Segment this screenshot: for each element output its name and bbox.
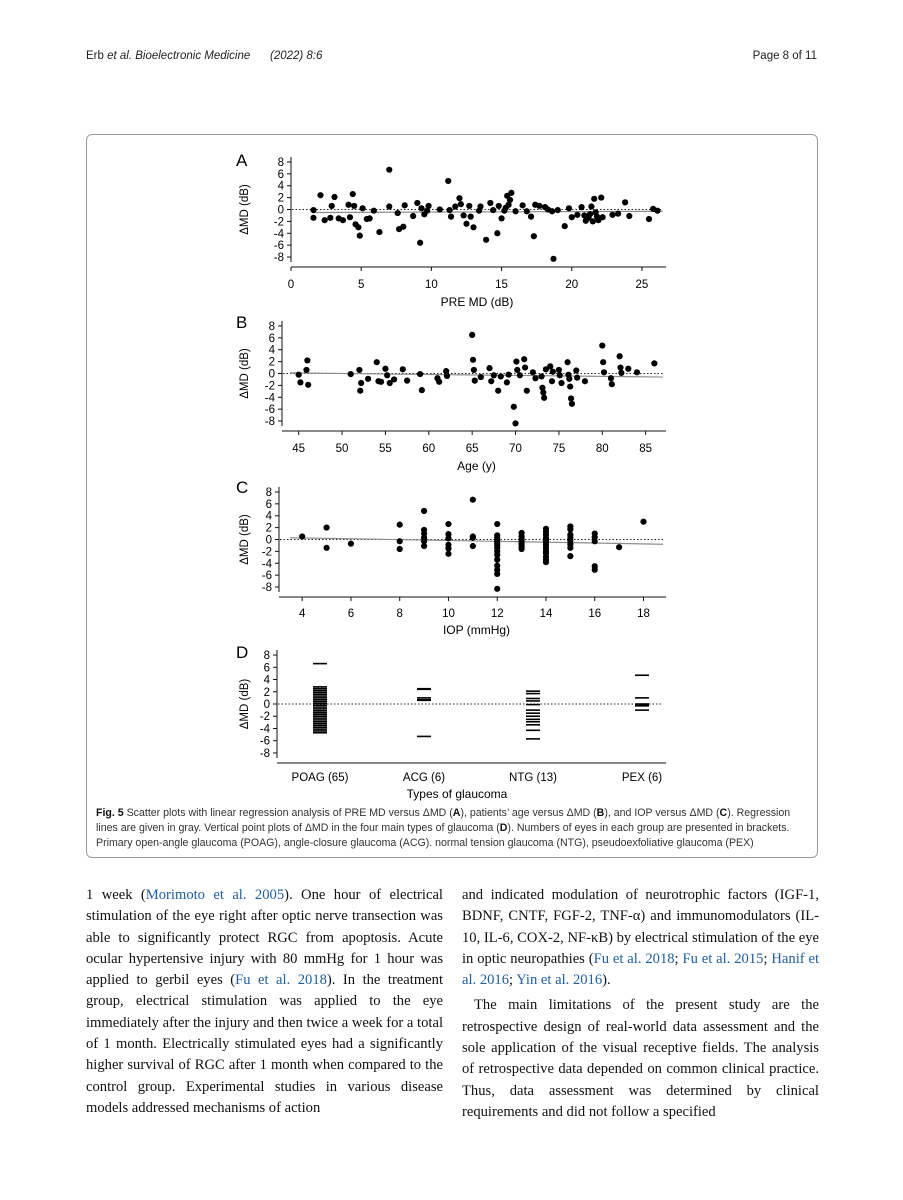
x-tick-label: 45: [292, 443, 306, 455]
data-point: [617, 353, 623, 359]
data-point: [491, 372, 497, 378]
data-point: [421, 508, 427, 514]
data-point: [494, 521, 500, 527]
data-point: [397, 546, 403, 552]
data-point: [530, 369, 536, 375]
data-point: [417, 240, 423, 246]
y-tick-label: 0: [265, 534, 272, 547]
data-point: [437, 206, 443, 212]
data-point: [524, 388, 530, 394]
x-axis-label: Age (y): [457, 459, 496, 473]
data-point: [376, 229, 382, 235]
data-point: [646, 216, 652, 222]
data-point: [536, 203, 542, 209]
data-point: [549, 208, 555, 214]
data-point: [549, 378, 555, 384]
data-point: [468, 214, 474, 220]
data-point: [317, 192, 323, 198]
x-tick-label: 60: [422, 443, 436, 455]
data-point: [574, 212, 580, 218]
data-point: [574, 375, 580, 381]
body-text-right-column: and indicated modulation of neurotrophic factors (IGF-1, BDNF, CNTF, FGF-2, TNF-α) and immunomodulators (IL-10, IL-6, COX-2, NF-κB) by electrical stimulation of the eye in optic neuropathies (Fu et al. 2018; Fu et al. 2015; Hanif et al. 2016; Yin et al. 2016). The main limitations of the present study are the retrospective design of real-world data assessment and the sole application of the visual receptive fields. The analysis of retrospective data depended on common clinical practice. Thus, data assessment was determined by clinical requirements and did not follow a specified: [462, 885, 819, 1123]
x-tick-label: 12: [490, 608, 504, 620]
data-point: [310, 207, 316, 213]
y-tick-label: -4: [261, 558, 272, 571]
y-tick-label: -8: [259, 747, 270, 760]
paragraph: The main limitations of the present study are the retrospective design of real-world data assessment and the sole application of the visual receptive fields. The analysis of retrospective data depended on common clinical practice. Thus, data assessment was determined by clinical requirements and did not follow a specified: [462, 997, 819, 1120]
y-tick-label: 2: [277, 192, 284, 205]
y-tick-label: 2: [265, 522, 272, 535]
data-point: [567, 545, 573, 551]
data-point: [591, 196, 597, 202]
data-point: [345, 202, 351, 208]
data-point: [496, 203, 502, 209]
data-point: [513, 208, 519, 214]
data-point: [573, 367, 579, 373]
x-tick-label: 14: [539, 608, 553, 620]
data-point: [397, 538, 403, 544]
data-point: [486, 365, 492, 371]
x-tick-label: 18: [637, 608, 650, 620]
x-tick-label: 50: [335, 443, 349, 455]
data-point: [472, 378, 478, 384]
data-point: [323, 545, 329, 551]
data-point: [299, 533, 305, 539]
data-point: [470, 224, 476, 230]
data-point: [469, 332, 475, 338]
data-point: [520, 202, 526, 208]
data-point: [622, 199, 628, 205]
data-point: [304, 357, 310, 363]
data-point: [347, 214, 353, 220]
data-point: [538, 373, 544, 379]
data-point: [618, 370, 624, 376]
data-point: [626, 213, 632, 219]
data-point: [445, 545, 451, 551]
data-point: [543, 559, 549, 565]
data-point: [444, 373, 450, 379]
y-tick-label: -2: [264, 380, 275, 393]
panel-letter: C: [236, 478, 249, 497]
data-point: [359, 205, 365, 211]
data-point: [356, 367, 362, 373]
data-point: [297, 379, 303, 385]
panel-letter: A: [236, 151, 248, 170]
y-axis-label: ΔMD (dB): [239, 184, 251, 235]
data-point: [566, 376, 572, 382]
data-point: [524, 208, 530, 214]
x-tick-label: 8: [396, 608, 403, 620]
y-tick-label: 6: [277, 168, 284, 181]
data-point: [592, 538, 598, 544]
x-axis-label: Types of glaucoma: [406, 787, 508, 801]
data-point: [470, 535, 476, 541]
data-point: [478, 374, 484, 380]
y-tick-label: 8: [277, 156, 284, 169]
x-tick-label: 4: [298, 608, 306, 620]
panel-letter: D: [236, 643, 249, 662]
data-point: [601, 369, 607, 375]
y-tick-label: 4: [277, 180, 284, 193]
citation-link[interactable]: Fu et al. 2018: [593, 950, 675, 967]
data-point: [588, 203, 594, 209]
data-point: [494, 230, 500, 236]
data-point: [494, 586, 500, 592]
y-tick-label: -2: [273, 216, 284, 229]
page-number: Page 8 of 11: [752, 50, 817, 62]
data-point: [340, 217, 346, 223]
y-tick-label: 4: [265, 510, 272, 523]
x-tick-label: 0: [287, 279, 295, 291]
data-point: [371, 208, 377, 214]
data-point: [418, 205, 424, 211]
y-tick-label: -6: [259, 735, 270, 748]
y-tick-label: 8: [265, 486, 272, 499]
x-tick-label: 16: [588, 608, 602, 620]
data-point: [600, 214, 606, 220]
y-tick-label: 8: [268, 320, 275, 333]
data-point: [508, 190, 514, 196]
data-point: [329, 203, 335, 209]
data-point: [463, 221, 469, 227]
category-label: POAG (65): [291, 772, 349, 784]
y-axis-label: ΔMD (dB): [239, 514, 251, 565]
x-tick-label: 80: [595, 443, 609, 455]
data-point: [569, 214, 575, 220]
y-tick-label: 4: [268, 344, 275, 357]
data-point: [323, 525, 329, 531]
data-point: [567, 553, 573, 559]
data-point: [327, 215, 333, 221]
data-point: [382, 366, 388, 372]
category-label: ACG (6): [402, 772, 446, 784]
x-tick-label: 10: [424, 279, 438, 291]
data-point: [598, 195, 604, 201]
data-point: [592, 567, 598, 573]
x-tick-label: 75: [552, 443, 566, 455]
data-point: [445, 551, 451, 557]
data-point: [568, 395, 574, 401]
data-point: [404, 378, 410, 384]
citation-link[interactable]: Hanif et al. 2016: [462, 950, 820, 989]
data-point: [386, 203, 392, 209]
x-tick-label: 65: [465, 443, 479, 455]
data-point: [391, 376, 397, 382]
figure-caption: Fig. 5 Scatter plots with linear regression analysis of PRE MD versus ΔMD (A), patients’ age versus ΔMD (B), and IOP versus ΔMD (C). Regression lines are given in gray. Vertical point plots of ΔMD in the four main types of glaucoma (D). Numbers of eyes in each group are presented in brackets. Primary open-angle glaucoma (POAG), angle-closure glaucoma (ACG). normal tension glaucoma (NTG), pseudoexfoliative glaucoma (PEX): [96, 807, 791, 849]
data-point: [587, 211, 593, 217]
data-point: [488, 378, 494, 384]
data-point: [498, 373, 504, 379]
y-tick-label: 2: [268, 356, 275, 369]
data-point: [569, 401, 575, 407]
data-point: [471, 367, 477, 373]
data-point: [348, 371, 354, 377]
data-point: [494, 571, 500, 577]
data-point: [617, 364, 623, 370]
y-tick-label: 6: [265, 498, 272, 511]
data-point: [402, 202, 408, 208]
data-point: [599, 342, 605, 348]
data-point: [504, 379, 510, 385]
data-point: [556, 367, 562, 373]
data-point: [513, 359, 519, 365]
journal-volume: (2022) 8:6: [270, 50, 323, 62]
data-point: [470, 543, 476, 549]
data-point: [507, 197, 513, 203]
x-tick-label: 15: [495, 279, 508, 291]
data-point: [419, 387, 425, 393]
y-axis-label: ΔMD (dB): [239, 348, 251, 399]
category-label: PEX (6): [621, 772, 663, 784]
data-point: [562, 223, 568, 229]
data-point: [310, 215, 316, 221]
y-tick-label: -6: [264, 404, 275, 417]
data-point: [417, 371, 423, 377]
data-point: [521, 356, 527, 362]
y-tick-label: -8: [264, 416, 275, 429]
data-point: [555, 207, 561, 213]
y-tick-label: 0: [263, 699, 270, 711]
data-point: [374, 359, 380, 365]
category-label: NTG (13): [509, 772, 557, 784]
regression-line: [312, 211, 663, 212]
y-tick-label: 6: [263, 662, 270, 675]
data-point: [616, 544, 622, 550]
data-point: [458, 201, 464, 207]
data-point: [395, 210, 401, 216]
data-point: [425, 203, 431, 209]
data-point: [651, 360, 657, 366]
data-point: [528, 214, 534, 220]
data-point: [456, 195, 462, 201]
x-tick-label: 85: [639, 443, 653, 455]
panel-letter: B: [236, 313, 248, 332]
data-point: [378, 379, 384, 385]
y-tick-label: 8: [263, 650, 270, 663]
y-tick-label: -2: [259, 711, 270, 724]
data-point: [358, 380, 364, 386]
data-point: [445, 178, 451, 184]
y-tick-label: 2: [263, 686, 270, 699]
data-point: [566, 205, 572, 211]
citation-link[interactable]: Fu et al. 2018: [235, 972, 327, 989]
data-point: [348, 541, 354, 547]
y-tick-label: -4: [273, 228, 284, 241]
data-point: [654, 208, 660, 214]
data-point: [461, 212, 467, 218]
y-tick-label: 4: [263, 674, 270, 687]
data-point: [436, 379, 442, 385]
data-point: [357, 233, 363, 239]
data-point: [519, 546, 525, 552]
data-point: [564, 359, 570, 365]
data-point: [445, 535, 451, 541]
data-point: [414, 200, 420, 206]
data-point: [567, 383, 573, 389]
data-point: [447, 207, 453, 213]
y-tick-label: -6: [261, 570, 272, 583]
data-point: [365, 376, 371, 382]
data-point: [322, 217, 328, 223]
data-point: [547, 363, 553, 369]
data-point: [640, 519, 646, 525]
x-axis-label: PRE MD (dB): [440, 295, 514, 309]
running-header: Erb et al. Bioelectronic Medicine: [86, 50, 251, 62]
data-point: [305, 382, 311, 388]
data-point: [351, 203, 357, 209]
x-tick-label: 25: [635, 279, 649, 291]
citation-link[interactable]: Yin et al. 2016: [516, 972, 603, 989]
data-point: [582, 378, 588, 384]
data-point: [303, 367, 309, 373]
data-point: [608, 375, 614, 381]
data-point: [397, 522, 403, 528]
data-point: [532, 375, 538, 381]
data-point: [483, 237, 489, 243]
body-text-left-column: 1 week (Morimoto et al. 2005). One hour of electrical stimulation of the eye right after optic nerve transection was able to significantly protect RGC from apoptosis. Acute ocular hypertensive injury with 80 mmHg for 1 hour was applied to gerbil eyes (Fu et al. 2018). In the treatment group, electrical stimulation was applied to the eye immediately after the injury and then twice a week for a total of 1 month. Electrically stimulated eyes had a significantly higher survival of RGC after 1 month when compared to the control group. Experimental studies in various disease models addressed mechanisms of action: [86, 887, 444, 1116]
x-tick-label: 6: [347, 608, 355, 620]
data-point: [350, 191, 356, 197]
data-point: [609, 381, 615, 387]
data-point: [578, 204, 584, 210]
data-point: [531, 233, 537, 239]
x-tick-label: 5: [357, 279, 365, 291]
data-point: [367, 215, 373, 221]
data-point: [609, 212, 615, 218]
data-point: [470, 357, 476, 363]
y-tick-label: -4: [259, 723, 270, 736]
data-point: [600, 359, 606, 365]
data-point: [495, 388, 501, 394]
data-point: [558, 380, 564, 386]
data-point: [470, 497, 476, 503]
data-point: [550, 369, 556, 375]
citation-link[interactable]: Fu et al. 2015: [682, 950, 764, 967]
data-point: [541, 395, 547, 401]
data-point: [505, 372, 511, 378]
data-point: [514, 367, 520, 373]
data-point: [384, 372, 390, 378]
data-point: [477, 203, 483, 209]
data-point: [466, 203, 472, 209]
y-tick-label: -6: [273, 240, 284, 253]
data-point: [557, 372, 563, 378]
y-tick-label: -8: [273, 252, 284, 265]
data-point: [331, 194, 337, 200]
data-point: [386, 167, 392, 173]
data-point: [445, 521, 451, 527]
data-point: [355, 224, 361, 230]
data-point: [452, 203, 458, 209]
data-point: [540, 389, 546, 395]
y-tick-label: -8: [261, 582, 272, 595]
x-tick-label: 20: [565, 279, 579, 291]
data-point: [517, 372, 523, 378]
y-tick-label: 0: [277, 204, 284, 217]
data-point: [421, 543, 427, 549]
data-point: [357, 388, 363, 394]
data-point: [512, 420, 518, 426]
data-point: [550, 256, 556, 262]
data-point: [634, 369, 640, 375]
data-point: [522, 364, 528, 370]
data-point: [498, 215, 504, 221]
data-point: [448, 214, 454, 220]
x-tick-label: 55: [379, 443, 392, 455]
data-point: [410, 213, 416, 219]
y-axis-label: ΔMD (dB): [239, 678, 251, 730]
y-tick-label: 6: [268, 332, 275, 345]
regression-line: [290, 538, 663, 545]
y-tick-label: -4: [264, 392, 275, 405]
data-point: [511, 404, 517, 410]
data-point: [625, 366, 631, 372]
y-tick-label: -2: [261, 546, 272, 559]
x-tick-label: 70: [509, 443, 522, 455]
x-tick-label: 10: [442, 608, 455, 620]
data-point: [296, 372, 302, 378]
data-point: [400, 366, 406, 372]
data-point: [615, 211, 621, 217]
x-axis-label: IOP (mmHg): [442, 623, 511, 637]
data-point: [400, 224, 406, 230]
data-point: [590, 218, 596, 224]
data-point: [494, 557, 500, 563]
data-point: [487, 200, 493, 206]
data-point: [567, 526, 573, 532]
y-tick-label: 0: [268, 368, 275, 381]
data-point: [490, 207, 496, 213]
citation-link[interactable]: Morimoto et al. 2005: [145, 887, 285, 903]
